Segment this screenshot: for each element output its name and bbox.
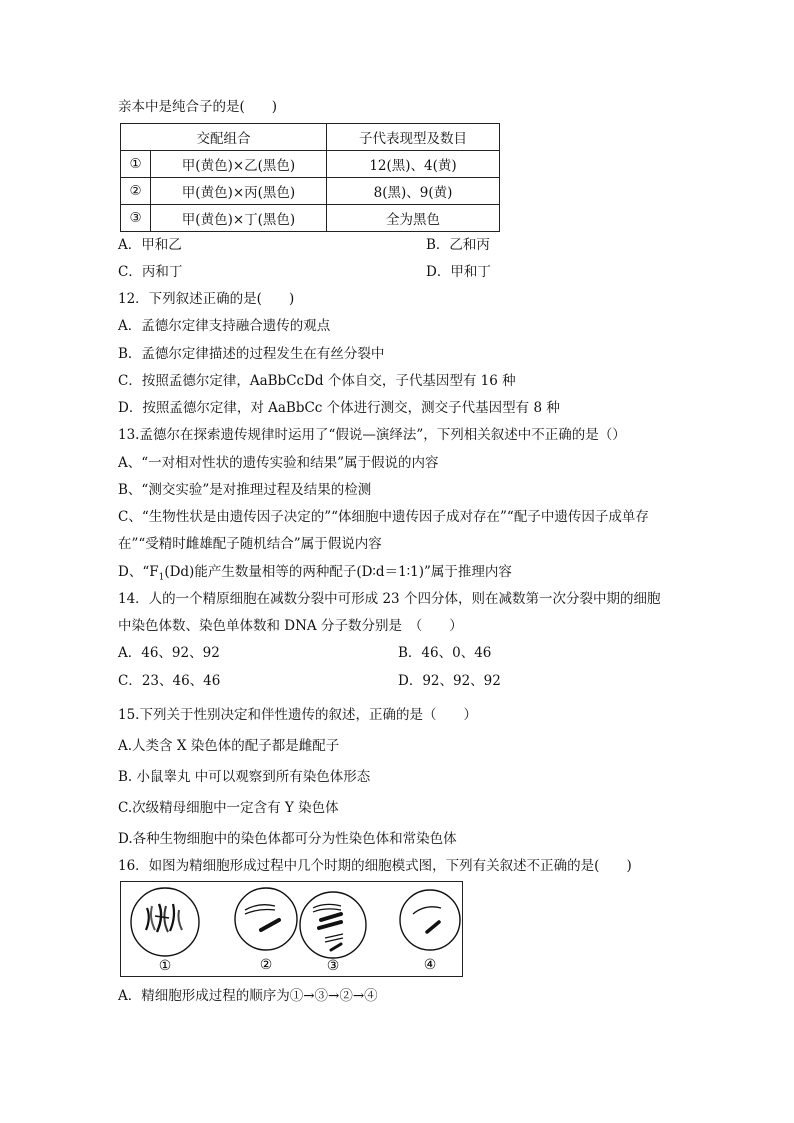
table-header-cross: 交配组合 [121,124,327,151]
q16-stem: 16．如图为精细胞形成过程中几个时期的细胞模式图，下列有关叙述不正确的是( ) [118,858,632,874]
q11-stem-tail: 亲本中是纯合子的是( ) [118,99,278,115]
q13-option-d-pre: D、“F [118,564,159,580]
q13-option-d-sub: 1 [158,572,165,583]
q13-option-d-post: (Dd)能产生数量相等的两种配子(D∶d＝1∶1)”属于推理内容 [164,564,512,580]
q11-option-c: C．丙和丁 [118,264,183,280]
q15-option-d: D.各种生物细胞中的染色体都可分为性染色体和常染色体 [118,831,457,847]
q14-option-b: B．46、0、46 [398,645,492,661]
row-number: ① [121,151,151,178]
table-row [121,205,500,232]
figure-label-3: ③ [326,958,340,974]
cell-4 [400,890,460,950]
q12-stem: 12．下列叙述正确的是( ) [118,291,295,307]
q13-option-d [118,563,512,587]
q15-stem: 15.下列关于性别决定和伴性遗传的叙述，正确的是（ ） [118,707,477,723]
cell-division-figure [120,881,463,977]
row-number: ③ [121,205,151,232]
q12-option-d: D．按照孟德尔定律，对 AaBbCc 个体进行测交，测交子代基因型有 8 种 [118,400,560,416]
table-row [121,151,500,178]
q12-option-a: A．孟德尔定律支持融合遗传的观点 [118,318,331,334]
q14-option-d: D．92、92、92 [398,673,501,689]
q13-stem: 13.孟德尔在探索遗传规律时运用了“假说—演绎法”，下列相关叙述中不正确的是（） [118,427,626,443]
cell-1 [131,888,199,956]
cell-2 [235,888,297,950]
row-cross: 甲(黄色)×乙(黑色) [151,151,327,178]
cross-results-table [120,123,500,232]
q12-option-c: C．按照孟德尔定律，AaBbCcDd 个体自交，子代基因型有 16 种 [118,373,516,389]
q14-option-a: A．46、92、92 [118,645,220,661]
table-header-row [121,124,500,151]
row-number: ② [121,178,151,205]
table-row [121,178,500,205]
q16-option-a: A．精细胞形成过程的顺序为①→③→②→④ [118,988,378,1004]
q13-option-a: A、“一对相对性状的遗传实验和结果”属于假说的内容 [118,455,439,471]
cell-3 [300,892,366,958]
q15-option-c: C.次级精母细胞中一定含有 Y 染色体 [118,800,339,816]
q11-option-d: D．甲和丁 [426,264,491,280]
q14-stem-line2: 中染色体数、染色单体数和 DNA 分子数分别是 （ ） [118,618,463,634]
q15-option-a: A.人类含 X 染色体的配子都是雌配子 [118,738,340,754]
q11-option-b: B．乙和丙 [426,237,490,253]
table-header-offspring: 子代表现型及数目 [327,124,500,151]
q13-option-c-cont: 在”“受精时雌雄配子随机结合”属于假说内容 [118,536,382,552]
row-cross: 甲(黄色)×丁(黑色) [151,205,327,232]
figure-label-1: ① [158,958,172,974]
q11-option-a: A．甲和乙 [118,237,182,253]
q14-stem-line1: 14．人的一个精原细胞在减数分裂中可形成 23 个四分体，则在减数第一次分裂中期的细胞 [118,591,661,607]
figure-label-2: ② [259,957,273,973]
figure-label-4: ④ [423,957,437,973]
q13-option-b: B、“测交实验”是对推理过程及结果的检测 [118,482,372,498]
q13-option-c: C、“生物性状是由遗传因子决定的”“体细胞中遗传因子成对存在”“配子中遗传因子成单存 [118,509,649,525]
cell-diagram [121,882,462,976]
row-result: 全为黑色 [327,205,500,232]
q12-option-b: B．孟德尔定律描述的过程发生在有丝分裂中 [118,346,385,362]
row-result: 12(黑)、4(黄) [327,151,500,178]
q15-option-b: B. 小鼠睾丸 中可以观察到所有染色体形态 [118,769,371,785]
q14-option-c: C．23、46、46 [118,673,221,689]
row-result: 8(黑)、9(黄) [327,178,500,205]
row-cross: 甲(黄色)×丙(黑色) [151,178,327,205]
